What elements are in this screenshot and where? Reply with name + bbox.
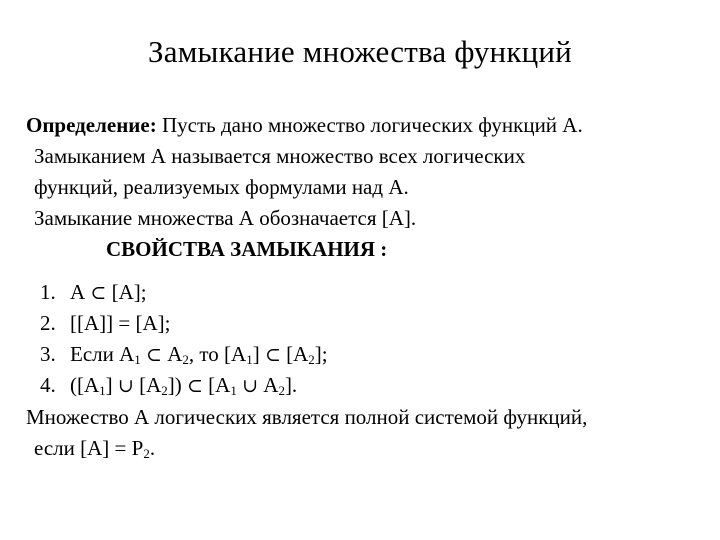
property-2: 2. [[А]] = [А];	[40, 311, 171, 335]
definition-label: Определение:	[26, 113, 157, 137]
definition-line-2: Замыканием А называется множество всех логических	[34, 144, 526, 168]
property-4: 4. ($[А_1]$ ∪ $[А_2]$) ⊂ [$А_1$ ∪ $А_2$].	[40, 373, 298, 398]
subset-symbol: ⊂	[187, 376, 203, 397]
conclusion-line-1: Множество А логических является полной системой функций,	[26, 405, 588, 429]
property-1: 1. А ⊂ [А];	[40, 280, 147, 304]
property-number: 1.	[40, 280, 56, 304]
union-symbol: ∪	[242, 376, 259, 397]
definition-text-1: Пусть дано множество логических функций А.	[161, 113, 583, 137]
property-3: 3. Если $А_1$ ⊂ $А_2$, то $[А_1]$ ⊂ $[А_2]$;	[40, 342, 328, 367]
subset-symbol: ⊂	[90, 283, 107, 304]
property-number: 4.	[40, 373, 56, 397]
subset-symbol: ⊂	[146, 345, 162, 366]
conclusion-line-2: если $[А] = Р_2$.	[34, 436, 156, 461]
definition-line-4: Замыкание множества А обозначается [А].	[34, 206, 417, 230]
property-number: 2.	[40, 311, 56, 335]
subset-symbol: ⊂	[264, 345, 281, 366]
slide-title: Замыкание множества функций	[148, 34, 572, 69]
property-number: 3.	[40, 342, 56, 366]
definition-line-1	[26, 115, 583, 136]
union-symbol: ∪	[117, 376, 134, 397]
definition-line-3: функций, реализуемых формулами над А.	[34, 175, 409, 199]
properties-heading: СВОЙСТВА ЗАМЫКАНИЯ :	[106, 237, 388, 261]
